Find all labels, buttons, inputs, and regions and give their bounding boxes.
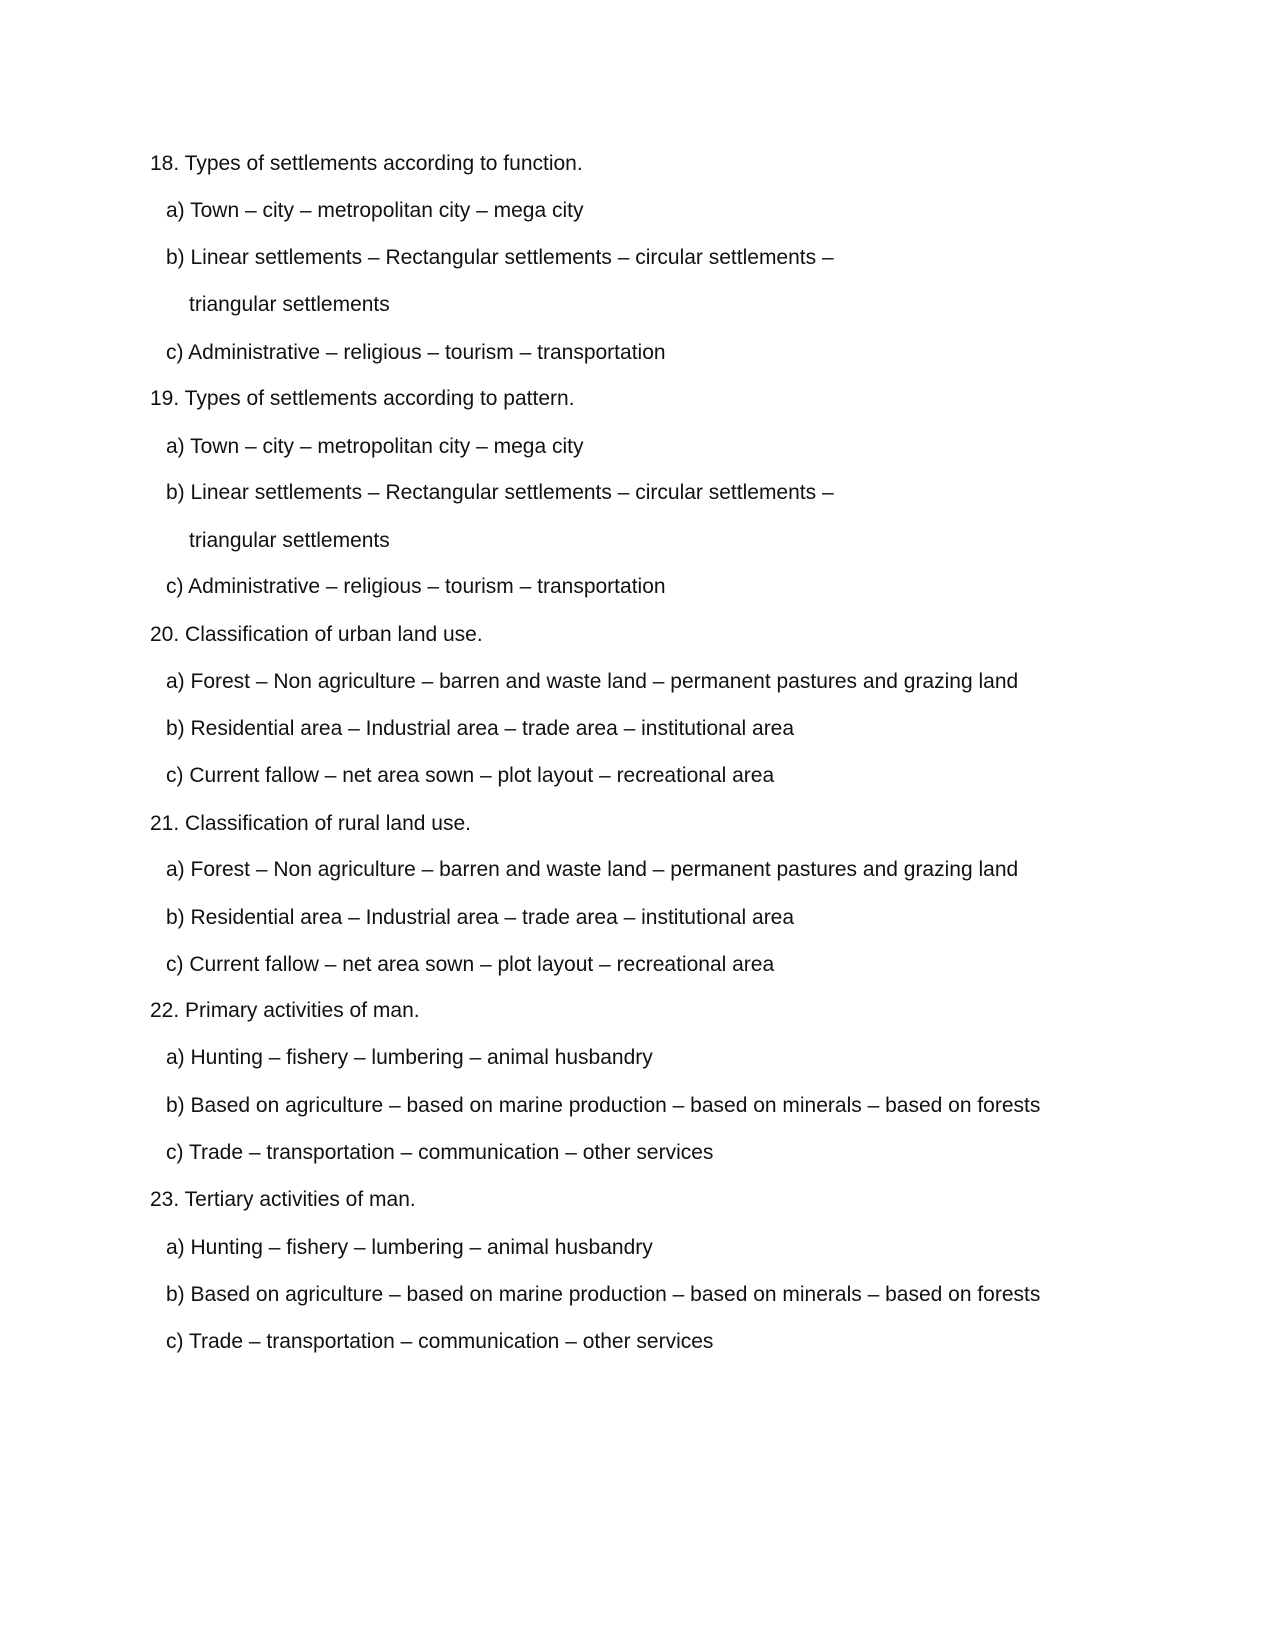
question-title: 21. Classification of rural land use. — [150, 812, 471, 835]
option-c: c) Trade – transportation – communication – other services — [166, 1330, 714, 1353]
option-b: b) Based on agriculture – based on marine production – based on minerals – based on forests — [166, 1283, 1041, 1306]
option-b: b) Residential area – Industrial area – trade area – institutional area — [166, 906, 795, 929]
question-title: 20. Classification of urban land use. — [150, 623, 483, 646]
question-title: 23. Tertiary activities of man. — [150, 1188, 416, 1211]
option-a: a) Town – city – metropolitan city – mega city — [166, 435, 584, 458]
option-c: c) Administrative – religious – tourism – transportation — [166, 341, 666, 364]
question-title: 22. Primary activities of man. — [150, 999, 420, 1022]
option-c: c) Administrative – religious – tourism – transportation — [166, 575, 666, 598]
option-a: a) Forest – Non agriculture – barren and waste land – permanent pastures and grazing land — [166, 858, 1019, 881]
question-title: 19. Types of settlements according to pattern. — [150, 387, 575, 410]
option-b: b) Residential area – Industrial area – trade area – institutional area — [166, 717, 795, 740]
option-b-continuation: triangular settlements — [189, 293, 390, 316]
question-title: 18. Types of settlements according to function. — [150, 152, 583, 175]
option-a: a) Town – city – metropolitan city – mega city — [166, 199, 584, 222]
option-a: a) Hunting – fishery – lumbering – animal husbandry — [166, 1236, 653, 1259]
option-a: a) Hunting – fishery – lumbering – animal husbandry — [166, 1046, 653, 1069]
option-b-continuation: triangular settlements — [189, 529, 390, 552]
option-c: c) Current fallow – net area sown – plot layout – recreational area — [166, 764, 775, 787]
option-b: b) Linear settlements – Rectangular settlements – circular settlements – — [166, 246, 834, 269]
option-c: c) Current fallow – net area sown – plot layout – recreational area — [166, 953, 775, 976]
option-b: b) Linear settlements – Rectangular settlements – circular settlements – — [166, 481, 834, 504]
option-c: c) Trade – transportation – communication – other services — [166, 1141, 714, 1164]
option-a: a) Forest – Non agriculture – barren and waste land – permanent pastures and grazing land — [166, 670, 1019, 693]
option-b: b) Based on agriculture – based on marine production – based on minerals – based on forests — [166, 1094, 1041, 1117]
